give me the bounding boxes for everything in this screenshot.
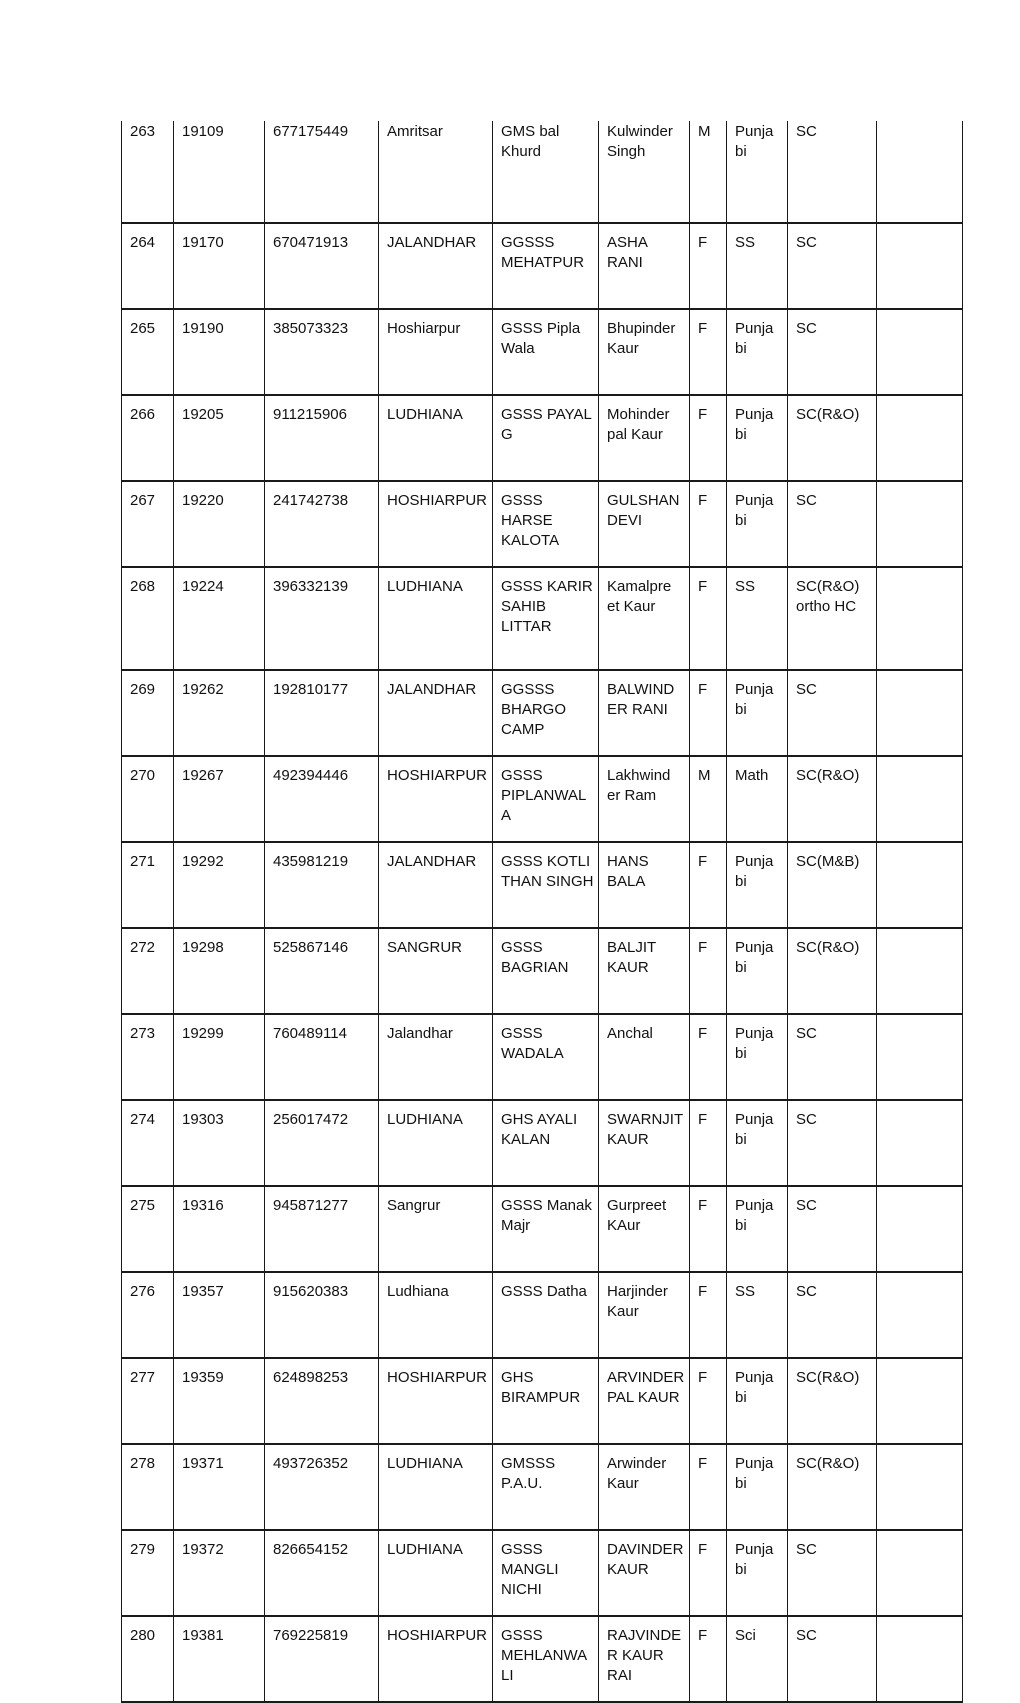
cell-remarks [877,121,963,223]
cell-gender: F [690,395,727,481]
cell-name: Lakhwind er Ram [599,756,690,842]
cell-school: GSSS Datha [493,1272,599,1358]
cell-gender: F [690,223,727,309]
cell-id: 19299 [174,1014,265,1100]
table-row [122,395,963,481]
table-row [122,928,963,1014]
cell-subject: Punja bi [727,481,788,567]
cell-id: 19205 [174,395,265,481]
table-row [122,670,963,756]
cell-gender: F [690,1014,727,1100]
cell-school: GSSS PIPLANWAL A [493,756,599,842]
table-row [122,756,963,842]
table-row [122,1272,963,1358]
cell-sr: 280 [122,1616,174,1702]
cell-remarks [877,1272,963,1358]
cell-gender: F [690,842,727,928]
cell-sr: 270 [122,756,174,842]
cell-district: Sangrur [379,1186,493,1272]
cell-sr: 274 [122,1100,174,1186]
cell-gender: F [690,1358,727,1444]
cell-gender: F [690,1100,727,1186]
cell-remarks [877,842,963,928]
cell-id: 19262 [174,670,265,756]
cell-name: ARVINDER PAL KAUR [599,1358,690,1444]
cell-name: Harjinder Kaur [599,1272,690,1358]
cell-name: ASHA RANI [599,223,690,309]
cell-sr: 269 [122,670,174,756]
cell-id: 19298 [174,928,265,1014]
cell-id: 19371 [174,1444,265,1530]
cell-name: Kulwinder Singh [599,121,690,223]
cell-category: SC [788,1186,877,1272]
cell-school: GSSS PAYAL G [493,395,599,481]
cell-district: LUDHIANA [379,1530,493,1616]
cell-name: Mohinder pal Kaur [599,395,690,481]
cell-subject: Punja bi [727,395,788,481]
cell-category: SC [788,1530,877,1616]
cell-sr: 276 [122,1272,174,1358]
table-row [122,1100,963,1186]
cell-gender: F [690,1186,727,1272]
cell-remarks [877,1444,963,1530]
table-row [122,1358,963,1444]
table-row [122,1616,963,1702]
cell-gender: F [690,567,727,670]
cell-gender: F [690,670,727,756]
cell-sr: 264 [122,223,174,309]
table-row [122,1186,963,1272]
cell-sr: 263 [122,121,174,223]
cell-gender: F [690,1272,727,1358]
cell-code: 826654152 [265,1530,379,1616]
cell-name: Bhupinder Kaur [599,309,690,395]
cell-category: SC [788,1014,877,1100]
cell-district: HOSHIARPUR [379,1358,493,1444]
cell-sr: 267 [122,481,174,567]
cell-id: 19267 [174,756,265,842]
cell-subject: Punja bi [727,1530,788,1616]
cell-category: SC [788,481,877,567]
cell-id: 19372 [174,1530,265,1616]
cell-school: GHS BIRAMPUR [493,1358,599,1444]
cell-code: 670471913 [265,223,379,309]
cell-subject: Punja bi [727,1014,788,1100]
cell-gender: F [690,928,727,1014]
records-table [121,121,963,1703]
cell-subject: SS [727,567,788,670]
cell-id: 19357 [174,1272,265,1358]
cell-district: SANGRUR [379,928,493,1014]
cell-sr: 273 [122,1014,174,1100]
table-row [122,309,963,395]
cell-gender: F [690,1444,727,1530]
table-row [122,121,963,223]
cell-sr: 268 [122,567,174,670]
cell-gender: M [690,121,727,223]
cell-remarks [877,670,963,756]
cell-school: GSSS KOTLI THAN SINGH [493,842,599,928]
table-row [122,567,963,670]
cell-name: SWARNJIT KAUR [599,1100,690,1186]
cell-id: 19359 [174,1358,265,1444]
cell-remarks [877,756,963,842]
cell-remarks [877,567,963,670]
cell-school: GSSS MANGLI NICHI [493,1530,599,1616]
cell-remarks [877,1100,963,1186]
cell-category: SC [788,1100,877,1186]
cell-sr: 278 [122,1444,174,1530]
cell-name: GULSHAN DEVI [599,481,690,567]
cell-district: HOSHIARPUR [379,1616,493,1702]
cell-gender: F [690,1616,727,1702]
cell-subject: Math [727,756,788,842]
table-row [122,1444,963,1530]
cell-remarks [877,309,963,395]
cell-subject: Punja bi [727,1186,788,1272]
cell-remarks [877,1530,963,1616]
cell-school: GSSS BAGRIAN [493,928,599,1014]
cell-code: 493726352 [265,1444,379,1530]
cell-id: 19224 [174,567,265,670]
cell-code: 385073323 [265,309,379,395]
cell-name: Anchal [599,1014,690,1100]
cell-subject: Punja bi [727,928,788,1014]
cell-remarks [877,1616,963,1702]
cell-subject: Sci [727,1616,788,1702]
cell-id: 19303 [174,1100,265,1186]
cell-category: SC(R&O) [788,928,877,1014]
cell-code: 760489114 [265,1014,379,1100]
cell-school: GMS bal Khurd [493,121,599,223]
cell-subject: SS [727,1272,788,1358]
cell-name: HANS BALA [599,842,690,928]
cell-sr: 265 [122,309,174,395]
cell-district: JALANDHAR [379,842,493,928]
cell-name: Gurpreet KAur [599,1186,690,1272]
cell-name: RAJVINDE R KAUR RAI [599,1616,690,1702]
cell-sr: 279 [122,1530,174,1616]
cell-id: 19316 [174,1186,265,1272]
cell-id: 19109 [174,121,265,223]
cell-name: BALJIT KAUR [599,928,690,1014]
cell-code: 769225819 [265,1616,379,1702]
cell-category: SC(R&O) [788,756,877,842]
cell-name: Kamalpre et Kaur [599,567,690,670]
cell-remarks [877,395,963,481]
cell-category: SC(R&O) [788,395,877,481]
cell-district: Ludhiana [379,1272,493,1358]
cell-remarks [877,223,963,309]
cell-subject: Punja bi [727,1444,788,1530]
table-row [122,1014,963,1100]
cell-code: 192810177 [265,670,379,756]
cell-code: 525867146 [265,928,379,1014]
cell-district: LUDHIANA [379,1100,493,1186]
cell-id: 19292 [174,842,265,928]
cell-category: SC [788,121,877,223]
cell-district: LUDHIANA [379,567,493,670]
cell-subject: Punja bi [727,1100,788,1186]
table-row [122,842,963,928]
cell-remarks [877,1014,963,1100]
cell-school: GSSS MEHLANWA LI [493,1616,599,1702]
cell-id: 19170 [174,223,265,309]
cell-sr: 271 [122,842,174,928]
records-body [122,121,963,1702]
cell-school: GSSS Manak Majr [493,1186,599,1272]
cell-category: SC(R&O) [788,1444,877,1530]
table-row [122,223,963,309]
cell-category: SC [788,223,877,309]
cell-district: Jalandhar [379,1014,493,1100]
cell-category: SC [788,1272,877,1358]
cell-district: LUDHIANA [379,395,493,481]
cell-category: SC [788,309,877,395]
cell-subject: Punja bi [727,121,788,223]
cell-gender: F [690,309,727,395]
cell-subject: Punja bi [727,670,788,756]
cell-gender: M [690,756,727,842]
cell-district: Amritsar [379,121,493,223]
cell-code: 396332139 [265,567,379,670]
cell-code: 911215906 [265,395,379,481]
cell-code: 241742738 [265,481,379,567]
cell-gender: F [690,481,727,567]
cell-district: Hoshiarpur [379,309,493,395]
cell-school: GGSSS BHARGO CAMP [493,670,599,756]
cell-gender: F [690,1530,727,1616]
cell-code: 677175449 [265,121,379,223]
cell-code: 256017472 [265,1100,379,1186]
cell-remarks [877,928,963,1014]
table-row [122,481,963,567]
cell-school: GMSSS P.A.U. [493,1444,599,1530]
cell-school: GGSSS MEHATPUR [493,223,599,309]
cell-remarks [877,1358,963,1444]
cell-school: GHS AYALI KALAN [493,1100,599,1186]
cell-id: 19220 [174,481,265,567]
cell-remarks [877,1186,963,1272]
cell-sr: 275 [122,1186,174,1272]
cell-district: LUDHIANA [379,1444,493,1530]
cell-subject: Punja bi [727,309,788,395]
cell-school: GSSS WADALA [493,1014,599,1100]
cell-school: GSSS KARIR SAHIB LITTAR [493,567,599,670]
cell-id: 19381 [174,1616,265,1702]
cell-subject: SS [727,223,788,309]
cell-code: 945871277 [265,1186,379,1272]
cell-category: SC(R&O) ortho HC [788,567,877,670]
cell-subject: Punja bi [727,1358,788,1444]
cell-category: SC(R&O) [788,1358,877,1444]
cell-code: 624898253 [265,1358,379,1444]
cell-name: BALWIND ER RANI [599,670,690,756]
cell-school: GSSS HARSE KALOTA [493,481,599,567]
table-row [122,1530,963,1616]
cell-district: JALANDHAR [379,223,493,309]
cell-name: Arwinder Kaur [599,1444,690,1530]
cell-district: HOSHIARPUR [379,756,493,842]
cell-id: 19190 [174,309,265,395]
cell-category: SC(M&B) [788,842,877,928]
cell-school: GSSS Pipla Wala [493,309,599,395]
cell-subject: Punja bi [727,842,788,928]
cell-code: 492394446 [265,756,379,842]
cell-category: SC [788,670,877,756]
cell-code: 915620383 [265,1272,379,1358]
cell-sr: 266 [122,395,174,481]
cell-name: DAVINDER KAUR [599,1530,690,1616]
cell-sr: 272 [122,928,174,1014]
cell-category: SC [788,1616,877,1702]
cell-district: JALANDHAR [379,670,493,756]
cell-sr: 277 [122,1358,174,1444]
cell-code: 435981219 [265,842,379,928]
cell-district: HOSHIARPUR [379,481,493,567]
cell-remarks [877,481,963,567]
